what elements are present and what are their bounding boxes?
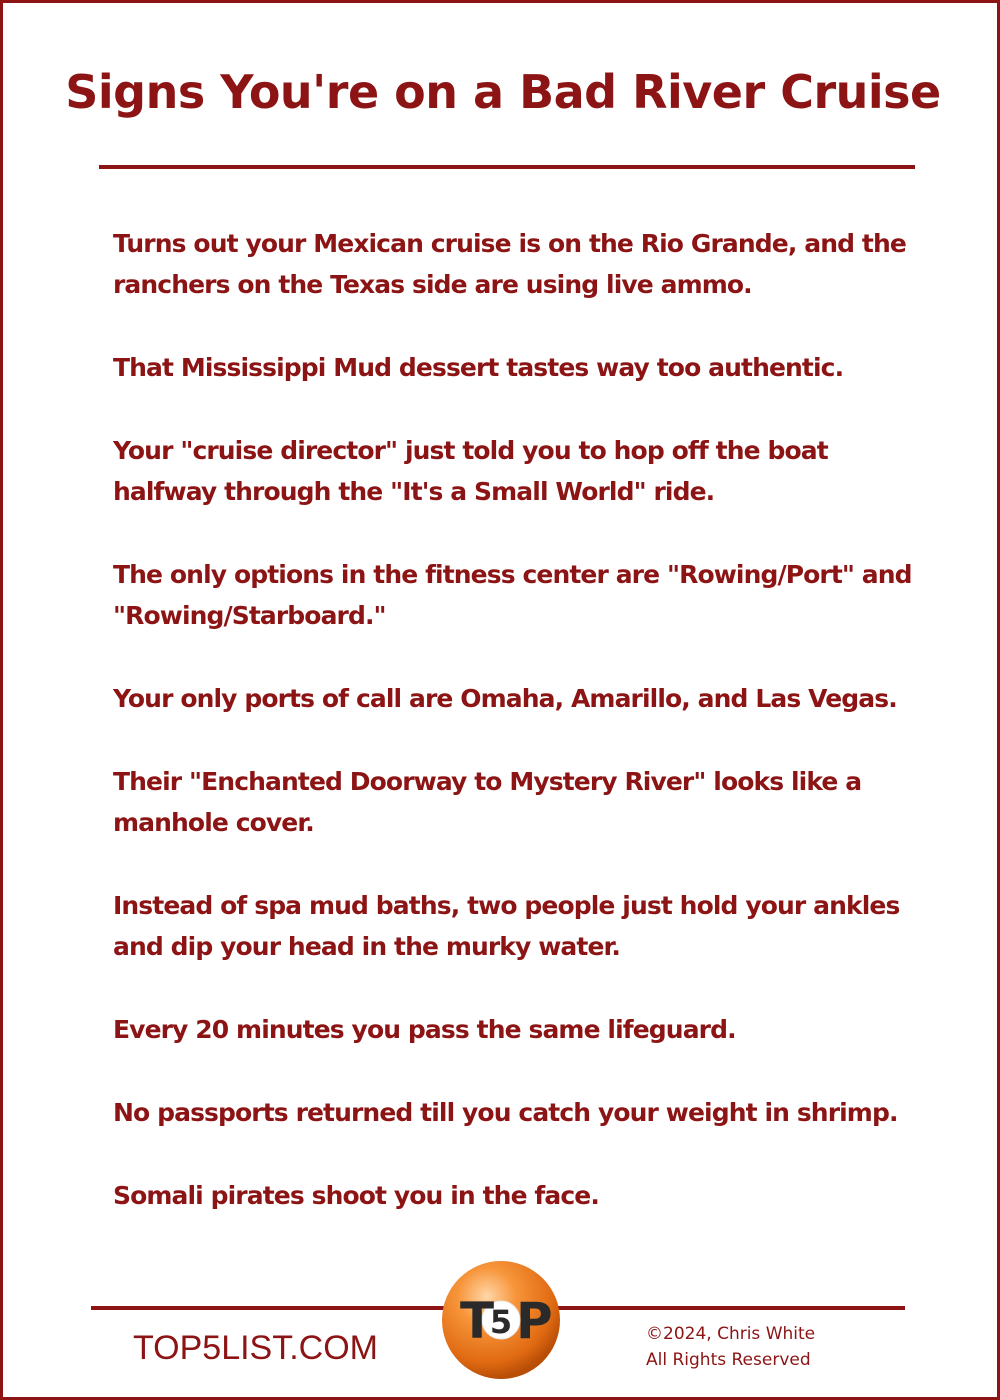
site-name: TOP5LIST.COM — [133, 1329, 378, 1367]
list-item: The only options in the fitness center are "Rowing/Port" and "Rowing/Starboard." — [113, 560, 912, 630]
logo-letter-p: P — [516, 1292, 553, 1350]
list-item: Turns out your Mexican cruise is on the Rio Grande, and the ranchers on the Texas side are using live ammo. — [113, 229, 906, 299]
list-item: Your "cruise director" just told you to hop off the boat halfway through the "It's a Small World" ride. — [113, 436, 828, 506]
copyright — [646, 1321, 815, 1373]
page-title: Signs You're on a Bad River Cruise — [65, 65, 941, 119]
copyright-line-1: ©2024, Chris White — [646, 1324, 816, 1344]
signs-list — [113, 223, 933, 1258]
list-item: Every 20 minutes you pass the same lifeguard. — [113, 1015, 736, 1044]
top5-logo — [440, 1259, 562, 1381]
list-item: Your only ports of call are Omaha, Amarillo, and Las Vegas. — [113, 684, 897, 713]
list-item: That Mississippi Mud dessert tastes way too authentic. — [113, 353, 844, 382]
top-divider — [99, 165, 915, 169]
logo-number: 5 — [489, 1303, 513, 1341]
list-item: Somali pirates shoot you in the face. — [113, 1181, 599, 1210]
list-item: Their "Enchanted Doorway to Mystery River" looks like a manhole cover. — [113, 767, 862, 837]
logo-letter-t: T — [460, 1292, 495, 1350]
list-item: No passports returned till you catch your weight in shrimp. — [113, 1098, 898, 1127]
list-item: Instead of spa mud baths, two people just hold your ankles and dip your head in the murky water. — [113, 891, 900, 961]
copyright-line-2: All Rights Reserved — [646, 1350, 811, 1370]
